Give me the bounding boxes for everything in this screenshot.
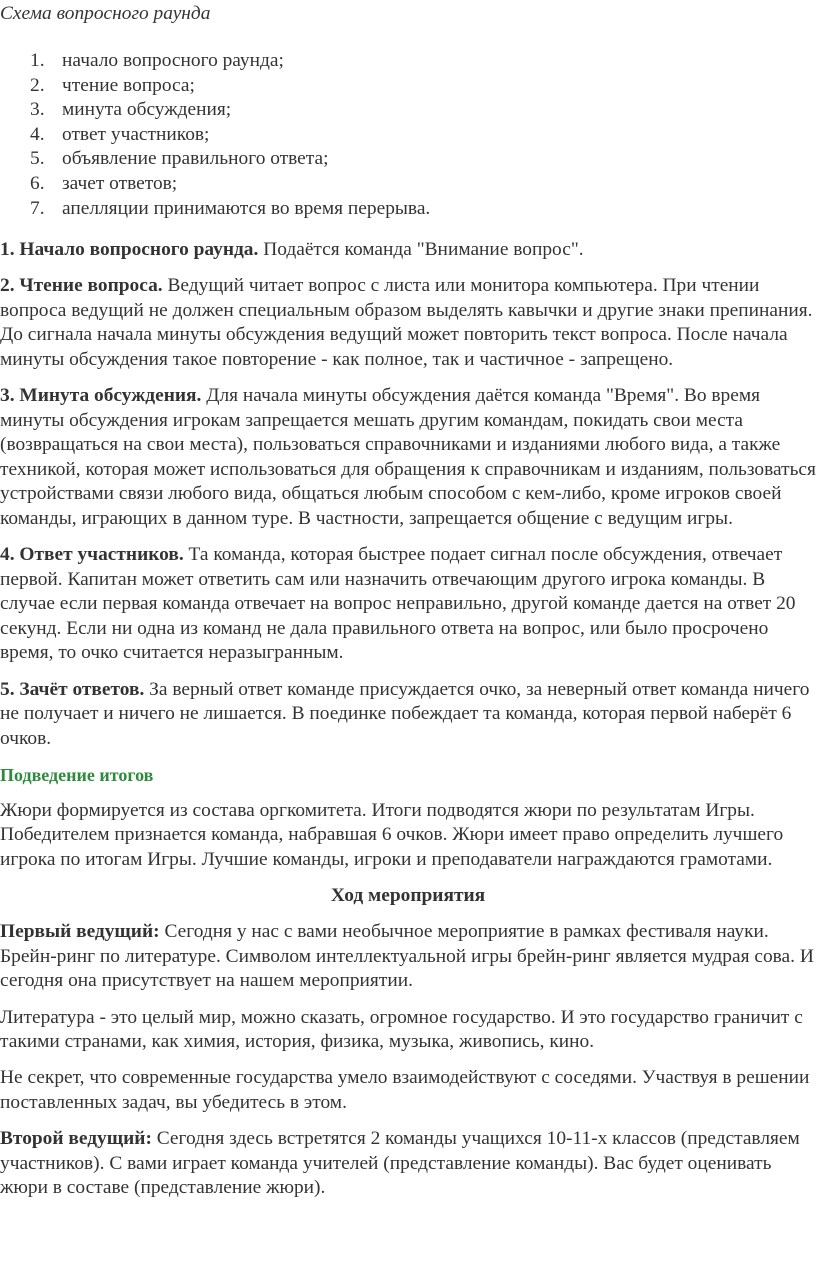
results-heading: Подведение итогов — [0, 764, 154, 785]
rule-text: Ведущий читает вопрос с листа или монитора компьютера. При чтении вопроса ведущий не должен специальным образом выделять кавычки и другие знаки препинания. До сигнала начала минуты обсуждения ведущий может повторить текст вопроса. После начала минуты обсуждения такое повторение - как полное, так и частичное - запрещено. — [0, 275, 813, 370]
list-item: минута обсуждения; — [62, 99, 232, 121]
list-item: начало вопросного раунда; — [62, 50, 284, 71]
rule-text: Та команда, которая быстрее подает сигнал после обсуждения, отвечает первой. Капитан может ответить сам или назначить отвечающим другого игрока команды. В случае если первая команда отвечает на вопрос неправильно, другой команде дается на ответ 20 секунд. Если ни одна из команд не дала правильного ответа на вопрос, или было просрочено время, то очко считается неразыгранным. — [0, 544, 796, 664]
scheme-title: Схема вопросного раунда — [0, 3, 211, 24]
speaker-label: Второй ведущий: — [0, 1127, 152, 1149]
list-item: объявление правильного ответа; — [62, 148, 329, 170]
document-body — [0, 238, 816, 1212]
rule-text: Для начала минуты обсуждения даётся команда "Время". Во время минуты обсуждения игрокам запрещается мешать другим командам, покидать свои места (возвращаться на свои места), пользоваться справочниками и изданиями любого вида, а также техникой, которая может использоваться для обращения к справочникам и изданиям, пользоваться устройствами связи любого вида, общаться любым способом с кем-либо, кроме игроков своей команды, играющих в данном туре. В частности, запрещается общение с ведущим игры. — [0, 384, 816, 529]
rule-heading: 5. Зачёт ответов. — [0, 678, 145, 700]
second-host-paragraph — [0, 1127, 816, 1201]
rule-heading: 1. Начало вопросного раунда. — [0, 239, 259, 260]
rule-heading: 4. Ответ участников. — [0, 544, 184, 566]
neighbors-paragraph: Не секрет, что современные государства умело взаимодействуют с соседями. Участвуя в решении поставленных задач, вы убедитесь в этом. — [0, 1067, 810, 1113]
rule-paragraph-start — [0, 238, 816, 263]
speaker-text: Сегодня у нас с вами необычное мероприятие в рамках фестиваля науки. Брейн-ринг по литературе. Символом интеллектуальной игры брейн-ринг является мудрая сова. И сегодня она присутствует на нашем мероприятии. — [0, 921, 814, 992]
rule-paragraph-scoring — [0, 678, 816, 752]
speaker-text: Сегодня здесь встретятся 2 команды учащихся 10-11-х классов (представляем участников). С вами играет команда учителей (представление команды). Вас будет оценивать жюри в составе (представление жюри). — [0, 1127, 800, 1199]
scheme-steps-list — [0, 49, 430, 221]
rule-paragraph-reading — [0, 274, 816, 372]
results-paragraph: Жюри формируется из состава оргкомитета. Итоги подводятся жюри по результатам Игры. Победителем признается команда, набравшая 6 очков. Жюри имеет право определить лучшего игрока по итогам Игры. Лучшие команды, игроки и преподаватели награждаются грамотами. — [0, 799, 784, 871]
event-heading: Ход мероприятия — [330, 885, 486, 907]
rule-text: За верный ответ команде присуждается очко, за неверный ответ команда ничего не получает и ничего не лишается. В поединке побеждает та команда, которая первой наберёт 6 очков. — [0, 678, 810, 749]
literature-paragraph: Литература - это целый мир, можно сказать, огромное государство. И это государство граничит с такими странами, как химия, история, физика, музыка, живопись, кино. — [0, 1006, 803, 1053]
rule-heading: 3. Минута обсуждения. — [0, 384, 202, 406]
list-item: ответ участников; — [62, 123, 210, 145]
first-host-paragraph — [0, 920, 816, 994]
list-item: апелляции принимаются во время перерыва. — [62, 197, 431, 219]
rule-paragraph-discussion — [0, 384, 816, 532]
rule-text: Подаётся команда "Внимание вопрос". — [258, 239, 584, 260]
list-item: зачет ответов; — [62, 172, 178, 194]
speaker-label: Первый ведущий: — [0, 921, 160, 943]
list-item: чтение вопроса; — [62, 74, 195, 96]
rule-paragraph-answer — [0, 543, 816, 666]
rule-heading: 2. Чтение вопроса. — [0, 275, 163, 297]
